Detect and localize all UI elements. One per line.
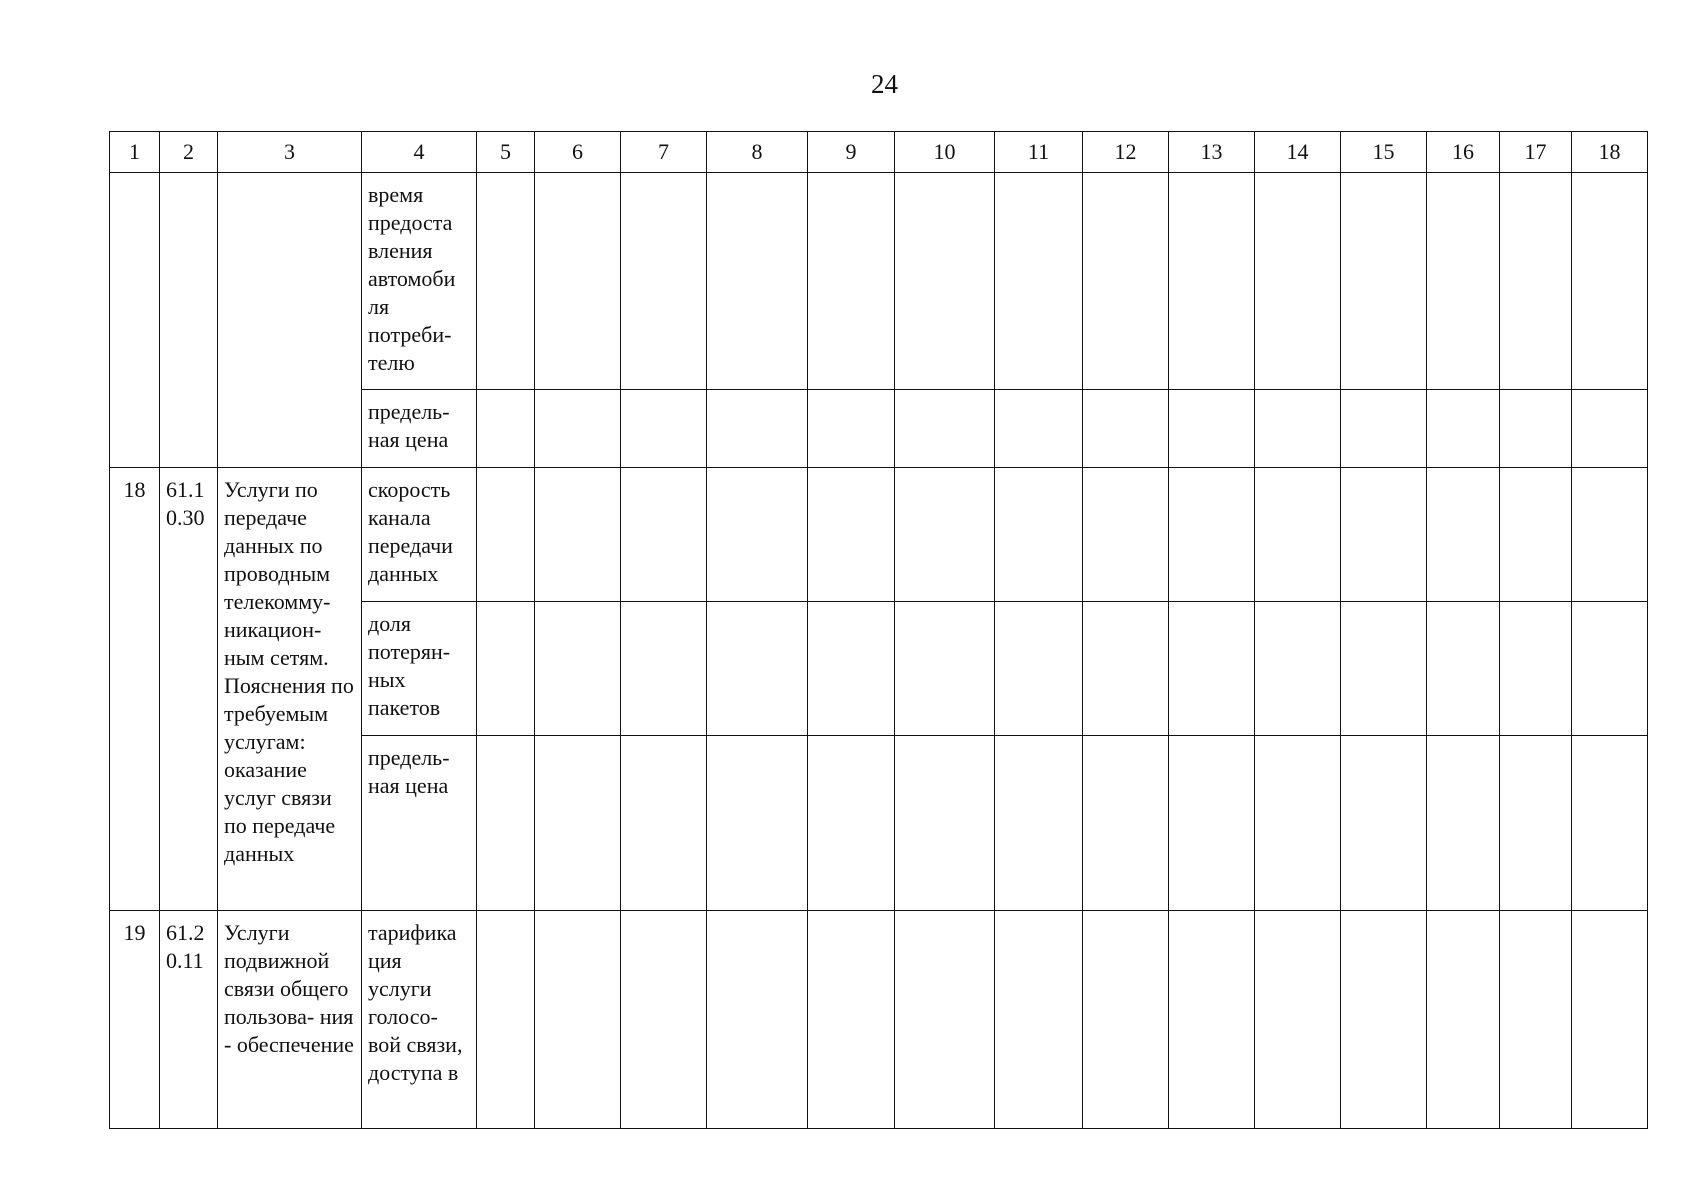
page-number: 24 — [871, 69, 898, 99]
table-cell-empty — [1341, 602, 1427, 736]
table-cell-empty — [1572, 173, 1648, 390]
header-cell: 8 — [707, 132, 808, 173]
table-cell-empty — [1341, 390, 1427, 468]
code-cell: 61.1 0.30 — [160, 468, 218, 911]
header-cell: 4 — [362, 132, 477, 173]
table-cell-empty — [808, 736, 895, 911]
table-cell-empty — [535, 602, 621, 736]
table-cell-empty — [1572, 390, 1648, 468]
table-cell-empty — [707, 468, 808, 602]
table-cell-empty — [707, 390, 808, 468]
service-name-cell: Услуги по передаче данных по проводным телекомму- никацион- ным сетям. Пояснения по требуемым услугам: оказание услуг связи по передаче данных — [218, 468, 362, 911]
table-row — [110, 468, 1648, 602]
characteristic-cell: доля потерян- ных пакетов — [362, 602, 477, 736]
table-cell-empty — [1500, 602, 1572, 736]
table-cell-empty — [1341, 173, 1427, 390]
table-row — [110, 911, 1648, 1129]
row-number-cell: 19 — [110, 911, 160, 1129]
table-cell-empty — [1255, 736, 1341, 911]
table-cell-empty — [995, 173, 1083, 390]
table-cell-empty — [1500, 390, 1572, 468]
table-cell-empty — [218, 173, 362, 468]
table-cell-empty — [1427, 468, 1500, 602]
table-cell-empty — [995, 602, 1083, 736]
table-cell-empty — [707, 173, 808, 390]
table-cell-empty — [895, 468, 995, 602]
table-cell-empty — [535, 911, 621, 1129]
table-cell-empty — [535, 390, 621, 468]
table-cell-empty — [1083, 173, 1169, 390]
table-cell-empty — [707, 911, 808, 1129]
table-cell-empty — [1083, 736, 1169, 911]
table-cell-empty — [707, 602, 808, 736]
table-cell-empty — [808, 911, 895, 1129]
row-number-cell: 18 — [110, 468, 160, 911]
characteristic-cell: предель- ная цена — [362, 736, 477, 911]
table-cell-empty — [895, 390, 995, 468]
header-cell: 2 — [160, 132, 218, 173]
table-cell-empty — [1500, 911, 1572, 1129]
table-cell-empty — [808, 173, 895, 390]
table-cell-empty — [995, 390, 1083, 468]
table-cell-empty — [621, 390, 707, 468]
table-cell-empty — [1427, 390, 1500, 468]
table-cell-empty — [895, 736, 995, 911]
table-cell-empty — [621, 468, 707, 602]
table-header-row — [110, 132, 1648, 173]
header-cell: 18 — [1572, 132, 1648, 173]
table-cell-empty — [1500, 736, 1572, 911]
table-cell-empty — [535, 736, 621, 911]
table-cell-empty — [895, 602, 995, 736]
table-cell-empty — [1341, 911, 1427, 1129]
header-cell: 14 — [1255, 132, 1341, 173]
table-cell-empty — [1169, 911, 1255, 1129]
table-cell-empty — [477, 468, 535, 602]
header-cell: 17 — [1500, 132, 1572, 173]
table-cell-empty — [895, 911, 995, 1129]
table-cell-empty — [995, 911, 1083, 1129]
table-cell-empty — [1427, 173, 1500, 390]
table-cell-empty — [477, 736, 535, 911]
header-cell: 9 — [808, 132, 895, 173]
table-cell-empty — [477, 390, 535, 468]
table-cell-empty — [707, 736, 808, 911]
table-cell-empty — [535, 173, 621, 390]
header-cell: 13 — [1169, 132, 1255, 173]
table-cell-empty — [621, 911, 707, 1129]
table-cell-empty — [1572, 911, 1648, 1129]
table-cell-empty — [1255, 911, 1341, 1129]
characteristic-cell: время предоста вления автомоби ля потреби- телю — [362, 173, 477, 390]
table-cell-empty — [110, 173, 160, 468]
table-cell-empty — [1572, 468, 1648, 602]
table-cell-empty — [1169, 173, 1255, 390]
table-cell-empty — [808, 602, 895, 736]
table-cell-empty — [995, 468, 1083, 602]
table-cell-empty — [1341, 736, 1427, 911]
header-cell: 12 — [1083, 132, 1169, 173]
table-cell-empty — [1083, 390, 1169, 468]
header-cell: 10 — [895, 132, 995, 173]
header-cell: 15 — [1341, 132, 1427, 173]
table-cell-empty — [1255, 602, 1341, 736]
table-cell-empty — [1169, 468, 1255, 602]
header-cell: 11 — [995, 132, 1083, 173]
table-cell-empty — [160, 173, 218, 468]
code-cell: 61.2 0.11 — [160, 911, 218, 1129]
table-cell-empty — [1083, 468, 1169, 602]
table-cell-empty — [1083, 911, 1169, 1129]
table-cell-empty — [1427, 602, 1500, 736]
table-cell-empty — [995, 736, 1083, 911]
table-cell-empty — [621, 736, 707, 911]
table-cell-empty — [1255, 390, 1341, 468]
characteristic-cell: тарифика ция услуги голосо- вой связи, доступа в — [362, 911, 477, 1129]
table-cell-empty — [1169, 736, 1255, 911]
table-cell-empty — [1427, 911, 1500, 1129]
header-cell: 16 — [1427, 132, 1500, 173]
table-cell-empty — [808, 468, 895, 602]
table-cell-empty — [1169, 602, 1255, 736]
table-cell-empty — [1083, 602, 1169, 736]
table-cell-empty — [477, 911, 535, 1129]
table-cell-empty — [477, 602, 535, 736]
table-cell-empty — [1255, 173, 1341, 390]
table-cell-empty — [535, 468, 621, 602]
table-cell-empty — [1169, 390, 1255, 468]
table-cell-empty — [1255, 468, 1341, 602]
characteristic-cell: скорость канала передачи данных — [362, 468, 477, 602]
header-cell: 6 — [535, 132, 621, 173]
table-cell-empty — [895, 173, 995, 390]
characteristic-cell: предель- ная цена — [362, 390, 477, 468]
table-row — [110, 173, 1648, 390]
table-cell-empty — [1427, 736, 1500, 911]
service-name-cell: Услуги подвижной связи общего пользова- ния - обеспечение — [218, 911, 362, 1129]
header-cell: 3 — [218, 132, 362, 173]
table-cell-empty — [621, 173, 707, 390]
services-table — [109, 131, 1648, 1129]
header-cell: 5 — [477, 132, 535, 173]
table-cell-empty — [1500, 468, 1572, 602]
header-cell: 7 — [621, 132, 707, 173]
table-cell-empty — [808, 390, 895, 468]
header-cell: 1 — [110, 132, 160, 173]
table-cell-empty — [477, 173, 535, 390]
table-cell-empty — [1572, 736, 1648, 911]
table-cell-empty — [1572, 602, 1648, 736]
table-cell-empty — [1500, 173, 1572, 390]
table-cell-empty — [1341, 468, 1427, 602]
table-cell-empty — [621, 602, 707, 736]
